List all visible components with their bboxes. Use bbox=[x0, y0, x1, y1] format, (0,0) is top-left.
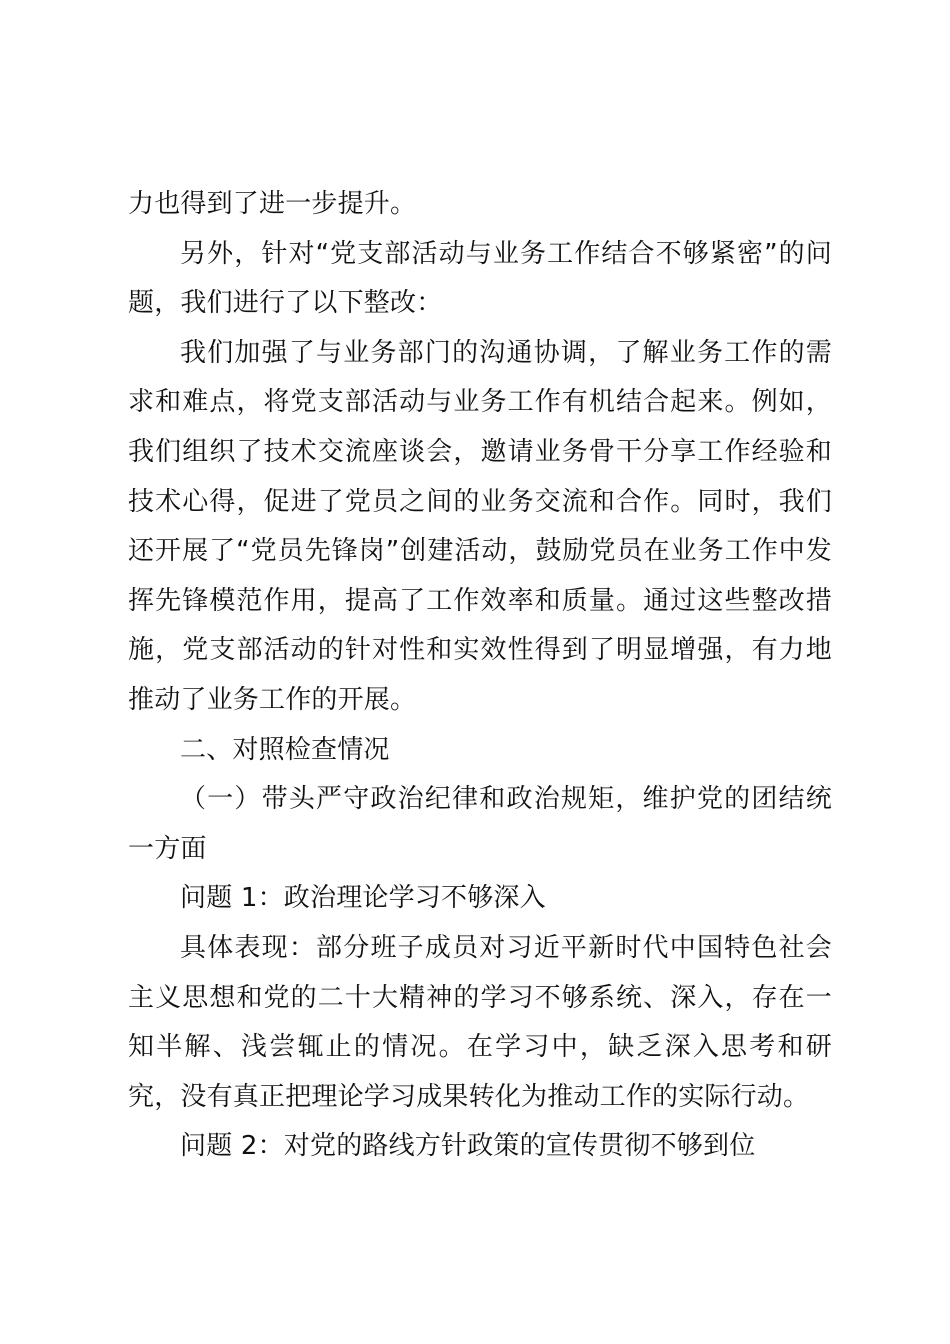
problem-1-heading: 问题 1：政治理论学习不够深入 bbox=[180, 883, 546, 914]
subsection-heading-political-discipline: （一）带头严守政治纪律和政治规矩，维护党的团结统一方面 bbox=[128, 784, 832, 864]
document-body bbox=[128, 180, 832, 1172]
paragraph-another-issue: 另外，针对“党支部活动与业务工作结合不够紧密”的问题，我们进行了以下整改： bbox=[128, 238, 832, 319]
paragraph-rectification-measures: 我们加强了与业务部门的沟通协调，了解业务工作的需求和难点，将党支部活动与业务工作有机结合起来。例如，我们组织了技术交流座谈会，邀请业务骨干分享工作经验和技术心得，促进了党员之间的业务交流和合作。同时，我们还开展了“党员先锋岗”创建活动，鼓励党员在业务工作中发挥先锋模范作用，提高了工作效率和质量。通过这些整改措施，党支部活动的针对性和实效性得到了明显增强，有力地推动了业务工作的开展。 bbox=[128, 337, 832, 715]
section-heading-comparison-check: 二、对照检查情况 bbox=[180, 734, 390, 765]
paragraph-specific-manifestation: 具体表现：部分班子成员对习近平新时代中国特色社会主义思想和党的二十大精神的学习不够系统、深入，存在一知半解、浅尝辄止的情况。在学习中，缺乏深入思考和研究，没有真正把理论学习成果转化为推动工作的实际行动。 bbox=[128, 932, 832, 1112]
problem-2-heading: 问题 2：对党的路线方针政策的宣传贯彻不够到位 bbox=[180, 1131, 756, 1162]
paragraph-continuation: 力也得到了进一步提升。 bbox=[128, 189, 417, 219]
